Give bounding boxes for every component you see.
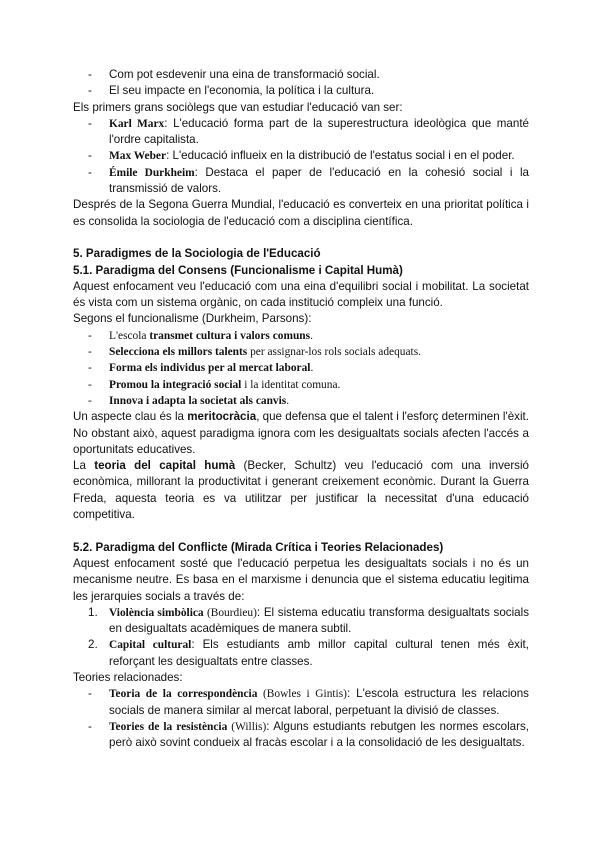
subsection-heading: 5.2. Paradigma del Conflicte (Mirada Crítica i Teories Relacionades) xyxy=(73,540,444,554)
dash-marker: - xyxy=(88,329,92,342)
related-label: Teories relacionades: xyxy=(73,670,183,684)
dash-marker: - xyxy=(88,378,92,391)
dash-marker: - xyxy=(88,84,92,98)
section-heading: 5. Paradigmes de la Sociologia de l'Educació xyxy=(73,247,321,261)
dash-marker: - xyxy=(88,116,92,130)
numbered-item: 2. Capital cultural: Els estudiants amb millor capital cultural tenen més èxit, reforçant les desigualtats entre classes. xyxy=(88,638,529,668)
list-item: - El seu impacte en l'economia, la política i la cultura. xyxy=(73,83,529,99)
dash-marker: - xyxy=(88,719,92,733)
list-item: - Forma els individus per al mercat laboral. xyxy=(73,360,529,376)
sociologist-name: Max Weber xyxy=(109,150,167,163)
list-item: - Innova i adapta la societat als canvis. xyxy=(73,393,529,409)
paragraph: Aquest enfocament veu l'educació com una eina d'equilibri social i mobilitat. La societat és vista com un sistema orgànic, on cada institució compleix una funció. xyxy=(73,279,529,310)
list-item: - Selecciona els millors talents per assignar-los rols socials adequats. xyxy=(73,344,529,360)
list-item: - Max Weber: L'educació influeix en la distribució de l'estatus social i en el poder. xyxy=(73,148,529,164)
sociologist-name: Karl Marx xyxy=(109,117,165,130)
list-item: - Teoria de la correspondència (Bowles i Gintis): L'escola estructura les relacions socials de manera similar al mercat laboral, perpetuant la divisió de classes. xyxy=(88,687,529,717)
sociologist-name: Émile Durkheim xyxy=(109,166,195,179)
dash-marker: - xyxy=(88,394,92,407)
number-marker: 2. xyxy=(88,638,98,652)
list-item: - Teories de la resistència (Willis): Alguns estudiants rebutgen les normes escolars, però això sovint condueix al fracàs escolar i a la consolidació de les desigualtats. xyxy=(88,719,529,750)
list-item: - Karl Marx: L'educació forma part de la superestructura ideològica que manté l'ordre capitalista. xyxy=(88,116,529,147)
paragraph: Segons el funcionalisme (Durkheim, Parsons): xyxy=(73,312,312,326)
postwar-paragraph: Després de la Segona Guerra Mundial, l'educació es converteix en una prioritat política i es consolida la sociologia de l'educació com a disciplina científica. xyxy=(73,198,529,228)
list-item: - Promou la integració social i la identitat comuna. xyxy=(73,377,529,393)
human-capital-paragraph: La teoria del capital humà (Becker, Schultz) veu l'educació com una inversió econòmica, millorant la productivitat i generant creixement econòmic. Durant la Guerra Freda, aquesta teoria es va utilitzar per justificar la necessitat d'una educació competitiva. xyxy=(73,459,529,522)
meritocracy-paragraph: Un aspecte clau és la meritocràcia, que defensa que el talent i l'esforç determinen l'èxit. No obstant això, aquest paradigma ignora com les desigualtats socials afecten l'accés a oportunitats educatives. xyxy=(73,410,529,456)
dash-marker: - xyxy=(88,149,92,163)
document-page xyxy=(73,67,529,751)
sociologists-intro: Els primers grans sociòlegs que van estudiar l'educació van ser: xyxy=(73,100,403,114)
dash-marker: - xyxy=(88,362,92,375)
numbered-item: 1. Violència simbòlica (Bourdieu): El sistema educatiu transforma desigualtats socials en desigualtats acadèmiques de manera subtil. xyxy=(88,605,529,636)
dash-marker: - xyxy=(88,346,92,359)
list-item: - Émile Durkheim: Destaca el paper de l'educació en la cohesió social i la transmissió de valors. xyxy=(88,165,529,196)
dash-marker: - xyxy=(88,165,92,179)
dash-marker: - xyxy=(88,68,92,81)
list-item: - Com pot esdevenir una eina de transformació social. xyxy=(73,67,529,83)
subsection-heading: 5.1. Paradigma del Consens (Funcionalisme i Capital Humà) xyxy=(73,263,403,277)
dash-marker: - xyxy=(88,687,92,701)
number-marker: 1. xyxy=(88,605,98,619)
list-item: - L'escola transmet cultura i valors comuns. xyxy=(73,328,529,344)
paragraph: Aquest enfocament sosté que l'educació perpetua les desigualtats socials i no és un mecanisme neutre. Es basa en el marxisme i denuncia que el sistema educatiu legitima les jerarquies socials a través de: xyxy=(73,556,529,603)
